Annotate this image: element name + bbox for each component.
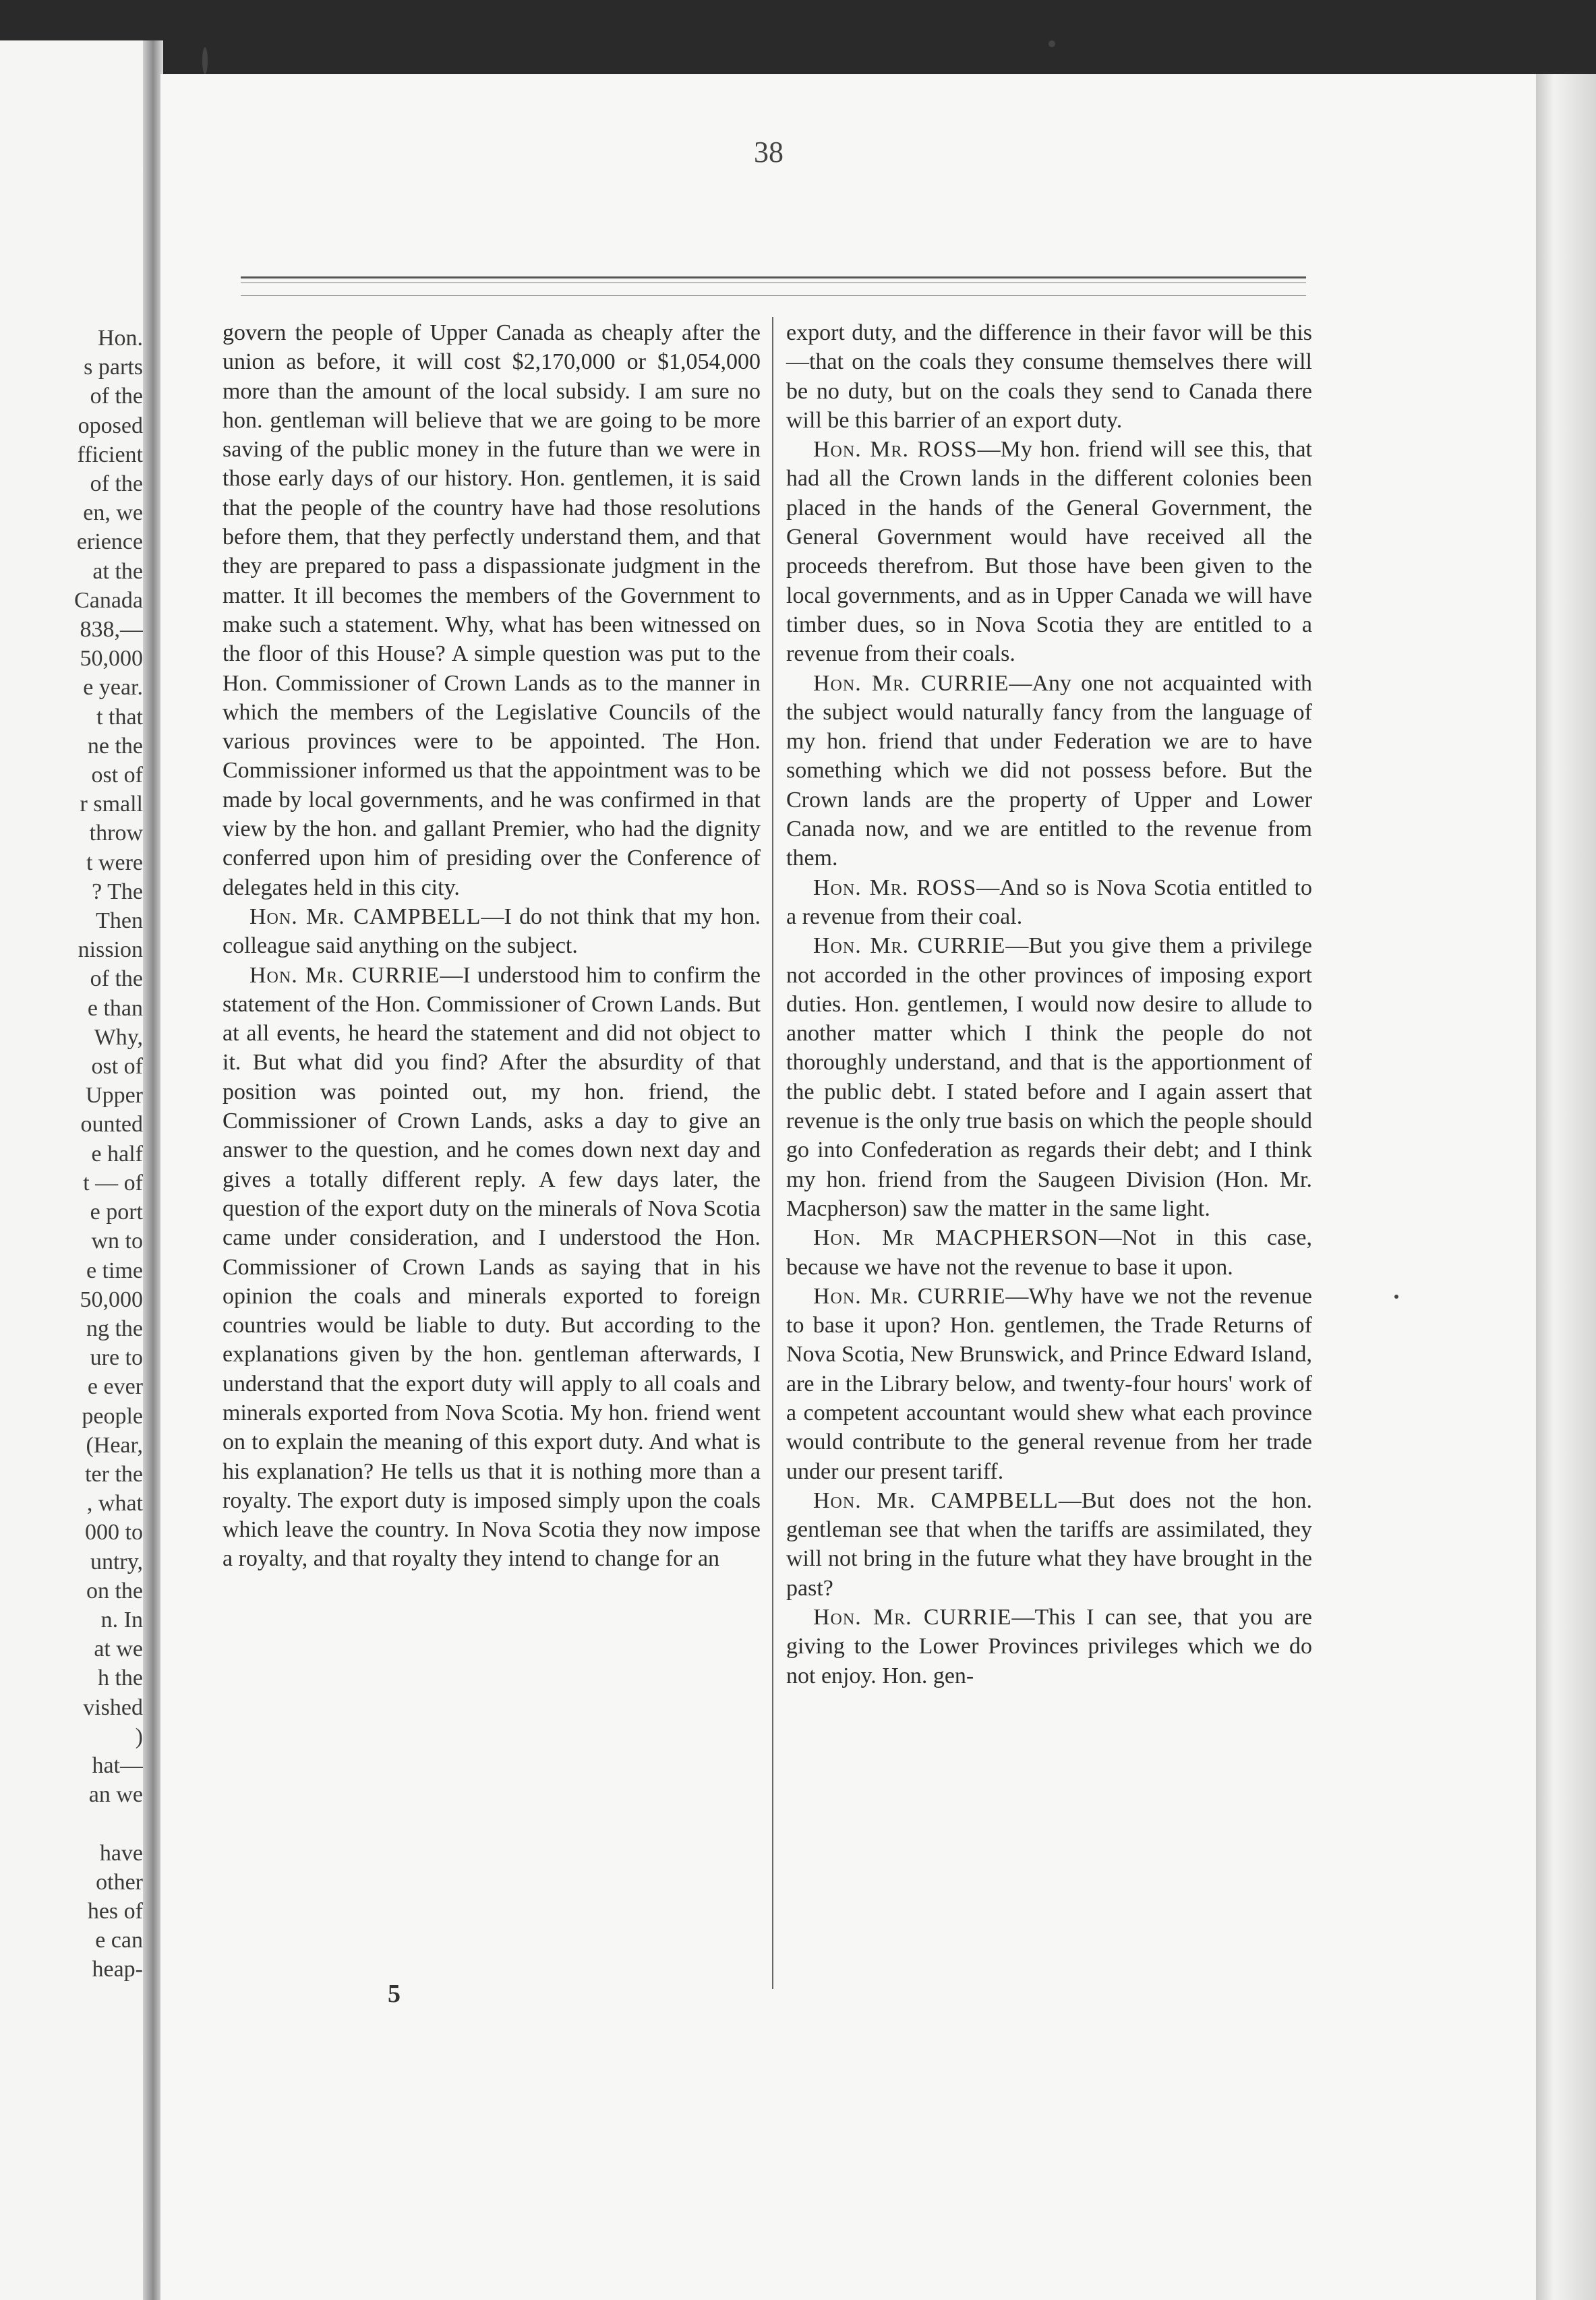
facing-page-line: t were [86, 850, 143, 875]
facing-page-line: ) [135, 1723, 143, 1749]
facing-page-text-fragments [15, 324, 143, 1984]
facing-page [0, 40, 155, 2300]
facing-page-line: e port [90, 1200, 143, 1225]
speech-paragraph [786, 931, 1312, 1223]
paragraph-text: —I do not think that my hon. colleague said anything on the subject. [223, 904, 761, 959]
speech-paragraph [786, 1486, 1312, 1603]
facing-page-line: ? The [92, 879, 143, 904]
speech-paragraph [223, 961, 761, 1574]
facing-page-line [15, 1809, 143, 1838]
facing-page-line: 50,000 [80, 646, 143, 672]
paragraph-text: —But does not the hon. gentleman see that when the tariffs are assimilated, they will not bring in the future what they have brought in the past? [786, 1487, 1313, 1601]
facing-page-line: wn to [91, 1229, 143, 1254]
facing-page-line: , what [86, 1491, 143, 1516]
facing-page-line: people [82, 1403, 143, 1429]
facing-page-line: of the [90, 471, 143, 497]
facing-page-line: Hon. [97, 326, 143, 351]
column-divider [772, 317, 773, 1989]
facing-page-line: have [99, 1840, 143, 1866]
speech-paragraph [786, 1282, 1312, 1486]
facing-page-line: ost of [91, 763, 143, 788]
facing-page-line: e can [95, 1928, 143, 1953]
speaker-name: Hon. Mr. CURRIE [813, 670, 1009, 696]
speech-paragraph [786, 873, 1312, 932]
facing-page-line: en, we [83, 500, 143, 526]
facing-page-line: t — of [83, 1170, 143, 1196]
paragraph-text: —This I can see, that you are giving to the Lower Provinces privileges which we do not enjoy. Hon. gen- [786, 1605, 1312, 1688]
facing-page-line: other [96, 1869, 143, 1895]
facing-page-line: at we [94, 1636, 143, 1662]
paragraph-text: —My hon. friend will see this, that had all the Crown lands in the different colonies been placed in the hands of the General Government, the General Government would have received all the proceeds therefrom. But those have been given to the local governments, and as in Upper Canada we will have timber dues, so in Nova Scotia they are entitled to a revenue from their coals. [786, 437, 1312, 667]
facing-page-line: of the [90, 384, 143, 409]
facing-page-line: at the [92, 558, 143, 584]
speaker-name: Hon. Mr. CURRIE [813, 933, 1006, 959]
speaker-name: Hon. Mr. CURRIE [813, 1605, 1012, 1630]
text-paragraph [223, 318, 761, 902]
column-left [223, 318, 761, 1574]
scan-speck [1394, 1295, 1398, 1299]
facing-page-line: hes of [87, 1898, 143, 1924]
scan-speck [202, 47, 208, 74]
facing-page-line: vished [83, 1694, 143, 1720]
signature-mark: 5 [388, 1980, 401, 2008]
header-rule-thin [241, 295, 1306, 296]
facing-page-line: ter the [85, 1461, 143, 1487]
facing-page-line: Why, [94, 1024, 143, 1050]
facing-page-line: ure to [90, 1345, 143, 1371]
facing-page-line: nission [78, 937, 143, 963]
page-number: 38 [754, 136, 784, 169]
paragraph-text: govern the people of Upper Canada as cheaply after the union as before, it will cost $2,170,000 or $1,054,000 more than the amount of the local subsidy. I am sure no hon. gentleman will believe that we are going to be more saving of the public money in the future than we were in those early days of our history. Hon. gentlemen, it is said that the people of the country have had those resolutions before them, that they perfectly understand them, and that they are prepared to pass a dispassionate judgment in the matter. It ill becomes the members of the Government to make such a statement. Why, what has been witnessed on the floor of this House? A simple question was put to the Hon. Commissioner of Crown Lands as to the manner in which the members of the Legislative Councils of the various provinces were to be appointed. The Hon. Commissioner informed us that the appointment was to be made by local governments, and he was confirmed in that view by the hon. and gallant Premier, who had the dignity conferred upon him of presiding over the Conference of delegates held in this city. [223, 320, 761, 900]
paragraph-text: —Any one not acquainted with the subject would naturally fancy from the language of my hon. friend that under Federation we are to have something which we did not possess before. But the Crown lands are the property of Upper and Lower Canada now, and we are entitled to the revenue from them. [786, 670, 1313, 871]
facing-page-line: s parts [84, 355, 143, 380]
facing-page-line: ounted [80, 1112, 143, 1138]
column-right [786, 318, 1312, 1690]
facing-page-line: oposed [78, 413, 143, 438]
speaker-name: Hon. Mr. CURRIE [249, 962, 440, 988]
facing-page-line: erience [76, 529, 143, 555]
paragraph-text: —I understood him to confirm the statement of the Hon. Commissioner of Crown Lands. But at all events, he heard the statement and did not object to it. But what did you find? After the absurdity of that position was pointed out, my hon. friend, the Commissioner of Crown Lands, asks a day to give an answer to the question, and he comes down next day and gives a totally different reply. A few days later, the question of the export duty on the minerals of Nova Scotia came under consideration, and I understood the Hon. Commissioner of Crown Lands as saying that in his opinion the coals and minerals exported to foreign countries would be liable to duty. But according to the explanations given by the hon. gentleman afterwards, I understand that the export duty will apply to all coals and minerals exported from Nova Scotia. My hon. friend went on to explain the meaning of this export duty. And what is his explanation? He tells us that it is nothing more than a royalty. The export duty is imposed simply upon the coals which leave the country. In Nova Scotia they now impose a royalty, and that royalty they intend to change for an [223, 962, 761, 1572]
speaker-name: Hon. Mr. ROSS [813, 875, 977, 900]
paragraph-text: export duty, and the difference in their favor will be this—that on the coals they consume themselves there will be no duty, but on the coals they send to Canada there will be this barrier of an export duty. [786, 320, 1312, 433]
facing-page-line: t that [96, 704, 143, 730]
header-rule [241, 276, 1306, 283]
facing-page-line: e half [91, 1141, 143, 1167]
page-edge [1536, 74, 1596, 2300]
facing-page-line: of the [90, 966, 143, 992]
facing-page-line: Then [96, 908, 143, 934]
facing-page-line: ost of [91, 1054, 143, 1080]
facing-page-line: Upper [86, 1083, 143, 1109]
facing-page-line: h the [97, 1665, 143, 1691]
speech-paragraph [223, 902, 761, 961]
speech-paragraph [786, 435, 1312, 668]
speaker-name: Hon. Mr. CAMPBELL [249, 904, 481, 929]
facing-page-line: 838,— [80, 617, 143, 643]
speaker-name: Hon. Mr. CAMPBELL [813, 1487, 1059, 1513]
text-paragraph [786, 318, 1312, 435]
facing-page-line: on the [86, 1578, 143, 1603]
paragraph-text: —Why have we not the revenue to base it upon? Hon. gentlemen, the Trade Returns of Nova Scotia, New Brunswick, and Prince Edward Island, are in the Library below, and twenty-four hours' work of a competent accountant would shew what each province would contribute to the general revenue from her trade under our present tariff. [786, 1283, 1312, 1484]
facing-page-line: fficient [77, 442, 143, 467]
facing-page-line: 000 to [85, 1520, 143, 1545]
facing-page-line: e time [86, 1258, 143, 1283]
speech-paragraph [786, 669, 1312, 873]
facing-page-line: throw [89, 821, 143, 846]
facing-page-line: n. In [100, 1607, 143, 1632]
scan-speck [1048, 40, 1055, 47]
facing-page-line: 50,000 [80, 1287, 143, 1312]
facing-page-line: r small [80, 792, 143, 817]
facing-page-line: heap- [92, 1957, 143, 1982]
facing-page-line: hat— [92, 1752, 143, 1778]
speaker-name: Hon. Mr. CURRIE [813, 1283, 1006, 1309]
facing-page-line: Canada [74, 587, 143, 613]
facing-page-line: e than [87, 995, 143, 1021]
speaker-name: Hon. Mr. ROSS [813, 437, 978, 463]
speech-paragraph [786, 1603, 1312, 1690]
facing-page-line: e year. [83, 675, 143, 701]
facing-page-line: an we [88, 1782, 143, 1808]
facing-page-line: e ever [87, 1374, 143, 1400]
paragraph-text: —And so is Nova Scotia entitled to a revenue from their coal. [786, 875, 1312, 929]
facing-page-line: ng the [86, 1316, 143, 1341]
speaker-name: Hon. Mr MACPHERSON [813, 1225, 1099, 1251]
facing-page-line: (Hear, [86, 1432, 143, 1458]
speech-paragraph [786, 1223, 1312, 1282]
paragraph-text: —But you give them a privilege not accorded in the other provinces of imposing export duties. Hon. gentlemen, I would now desire to allude to another matter which I think the people do not thoroughly understand, and that is the apportionment of the public debt. I stated before and I again assert that revenue is the only true basis on which the people should go into Confederation as regards their debt; and I think my hon. friend from the Saugeen Division (Hon. Mr. Macpherson) saw the matter in the same light. [786, 933, 1312, 1221]
paragraph-text: —Not in this case, because we have not the revenue to base it upon. [786, 1225, 1312, 1280]
facing-page-line: ne the [87, 733, 143, 759]
facing-page-line: untry, [90, 1549, 143, 1574]
